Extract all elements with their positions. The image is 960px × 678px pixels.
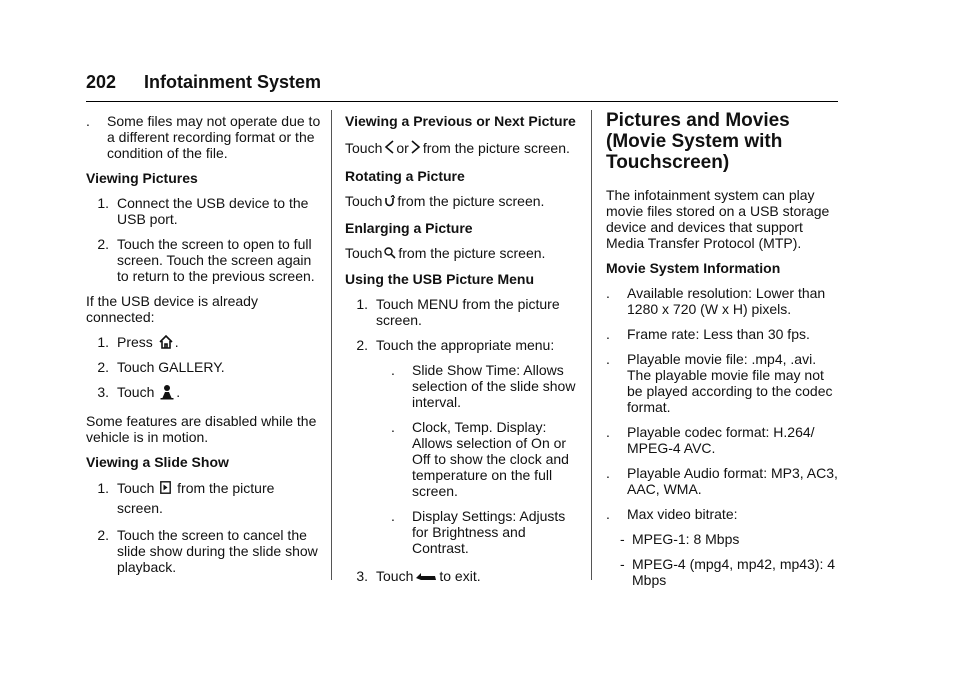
slideshow-icon (160, 480, 171, 499)
step: 1. Touch MENU from the picture screen. (356, 295, 560, 328)
list-item: . Max video bitrate: (606, 506, 738, 522)
step: 3. Touch to exit. (356, 567, 481, 584)
paragraph: If the USB device is already connected: (86, 293, 258, 325)
zoom-icon (384, 246, 396, 262)
list-item: . Display Settings: Adjusts for Brightness and Contrast. (391, 507, 566, 556)
column-1 (86, 113, 322, 584)
paragraph: Touch from the picture screen. (345, 244, 546, 261)
section-heading: Pictures and Movies (Movie System with Touchscreen) (606, 110, 790, 173)
step: 1. Connect the USB device to the USB port. (97, 195, 309, 227)
picture-icon (160, 384, 174, 403)
paragraph: Touch from the picture screen. (345, 193, 545, 210)
page-header (86, 72, 838, 102)
list-item: . Frame rate: Less than 30 fps. (606, 326, 810, 342)
heading-movie-info: Movie System Information (606, 260, 781, 276)
heading-viewing-pictures: Viewing Pictures (86, 170, 198, 186)
list-item: . Playable Audio format: MP3, AC3, AAC, WMA. (606, 465, 838, 497)
step: 3. Touch . (86, 384, 322, 403)
column-divider (591, 110, 592, 580)
list-item: . Playable codec format: H.264/ MPEG-4 AVC. (606, 424, 815, 456)
rotate-icon (384, 195, 395, 211)
list-item: - MPEG-4 (mpg4, mp42, mp43): 4 Mbps (620, 556, 836, 588)
list-item: . Some files may not operate due to a different recording format or the condition of the file. (86, 113, 321, 161)
step: 2. Touch the appropriate menu: (356, 336, 555, 353)
heading-rotate: Rotating a Picture (345, 168, 465, 185)
paragraph: The infotainment system can play movie files stored on a USB storage device and devices that support Media Transfer Protocol (MTP). (606, 187, 830, 251)
list-item: . Slide Show Time: Allows selection of the slide show interval. (391, 361, 576, 410)
page-number: 202 (86, 72, 117, 92)
step: 2. Touch the screen to cancel the slide show during the slide show playback. (97, 526, 318, 575)
heading-prev-next: Viewing a Previous or Next Picture (345, 113, 576, 129)
column-3 (606, 110, 842, 597)
back-icon (415, 569, 437, 585)
previous-icon (384, 139, 394, 159)
step: 1. Press . (97, 334, 179, 350)
section-title: Infotainment System (144, 72, 322, 92)
column-2 (345, 113, 581, 594)
next-icon (411, 139, 421, 159)
heading-slide-show: Viewing a Slide Show (86, 453, 229, 470)
paragraph: Touch or from the picture screen. (345, 138, 581, 159)
step: 1. Touch from the picture screen. (97, 479, 275, 516)
list-item: . Clock, Temp. Display: Allows selection of On or Off to show the clock and temperature on the full screen. (391, 418, 569, 499)
heading-usb-menu: Using the USB Picture Menu (345, 270, 535, 287)
list-item: - MPEG-1: 8 Mbps (620, 531, 740, 547)
step: 2. Touch the screen to open to full screen. Touch the screen again to return to the previous screen. (97, 236, 315, 284)
heading-enlarge: Enlarging a Picture (345, 219, 473, 236)
home-icon (159, 335, 173, 352)
list-item: . Playable movie file: .mp4, .avi. The playable movie file may not be played according to the codec format. (606, 351, 833, 415)
step: 2. Touch GALLERY. (97, 358, 225, 375)
column-divider (331, 110, 332, 580)
paragraph: Some features are disabled while the vehicle is in motion. (86, 412, 317, 445)
list-item: . Available resolution: Lower than 1280 x 720 (W x H) pixels. (606, 285, 826, 317)
